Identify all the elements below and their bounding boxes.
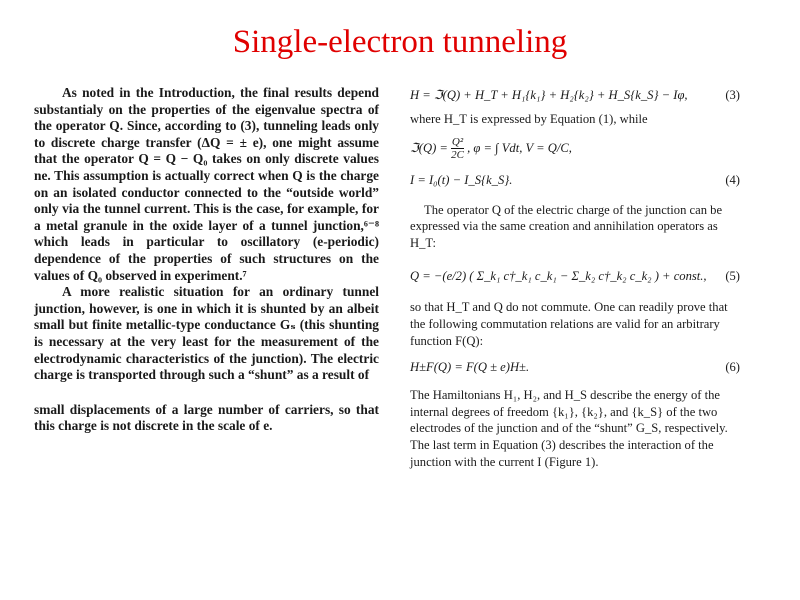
text-operator-q: The operator Q of the electric charge of the junction can be expressed via the same creation and annihilation operators as H_T: (410, 202, 723, 250)
equation-5-body: Q = −(e/2) ( Σ_k₁ c†_k₁ c_k₁ − Σ_k₂ c†_k₂ c_k₂ ) + const., (410, 269, 707, 284)
equation-5-number: (5) (725, 269, 740, 284)
fraction-denominator: 2C (451, 149, 464, 162)
equation-3-body: H = ℑ(Q) + H_T + H₁{k₁} + H₂{k₂} + H_S{k_S} − Iφ, (410, 88, 688, 102)
equation-6 (410, 357, 740, 377)
equation-6-body: H±F(Q) = F(Q ± e)H±. (410, 360, 530, 375)
text-where: where H_T is expressed by Equation (1), while (410, 112, 648, 126)
equation-3 (410, 85, 740, 105)
fraction (451, 136, 464, 161)
equation-3-number: (3) (725, 88, 740, 102)
text-commute: so that H_T and Q do not commute. One can readily prove that the following commutation relations are valid for an arbitrary function F(Q): (410, 300, 728, 348)
equation-def-rest: , φ = ∫ Vdt, V = Q/C, (467, 140, 572, 155)
right-column (410, 85, 740, 470)
equation-4-body: I = I₀(t) − I_S{k_S}. (410, 172, 513, 187)
equation-6-number: (6) (725, 360, 740, 375)
left-paragraph-1: As noted in the Introduction, the final results depend substantialy on the properties of the eigenvalue spectra of the operator Q. Since, according to (3), tunneling leads only to discrete charge transfer (ΔQ = ± e), one might assume that the operator Q = Q − Q₀ takes on only discrete values ne. This assumption is actually correct when Q is the charge on an isolated conductor connected to the “outside world” only via the tunnel current. This is the case, for example, for a metal granule in the oxide layer of a tunnel junction,⁶⁻⁸ which leads in particular to oscillatory (e-periodic) dependence of the properties of such structures on the values of Q₀ observed in experiment.⁷ (34, 85, 379, 283)
fraction-numerator: Q² (451, 136, 464, 149)
equation-4-number: (4) (725, 172, 740, 187)
equation-5 (410, 259, 740, 293)
equation-def-lhs: ℑ(Q) = (410, 140, 448, 155)
text-hamiltonians: The Hamiltonians H₁, H₂, and H_S describe the energy of the internal degrees of freedom {k₁}, {k₂}, and {k_S} of the two electrodes of the junction and of the “shunt” G_S, respectively. The last term in Equation (3) describes the interaction of the junction with the current I (Figure 1). (410, 388, 728, 469)
slide-title: Single-electron tunneling (232, 24, 568, 60)
equation-4 (410, 170, 740, 190)
equation-definitions (410, 132, 740, 164)
left-paragraph-2: A more realistic situation for an ordinary tunnel junction, however, is one in which it is shunted by an albeit small but finite metallic-type conductance Gₛ (this shunting is necessary at the very least for the measurement of the electrodynamic characteristics of the junction). The electric charge is transported through such a “shunt” as a result of (34, 284, 379, 383)
left-column (34, 85, 379, 435)
left-paragraph-3: small displacements of a large number of carriers, so that this charge is not discrete in the scale of e. (34, 401, 379, 434)
